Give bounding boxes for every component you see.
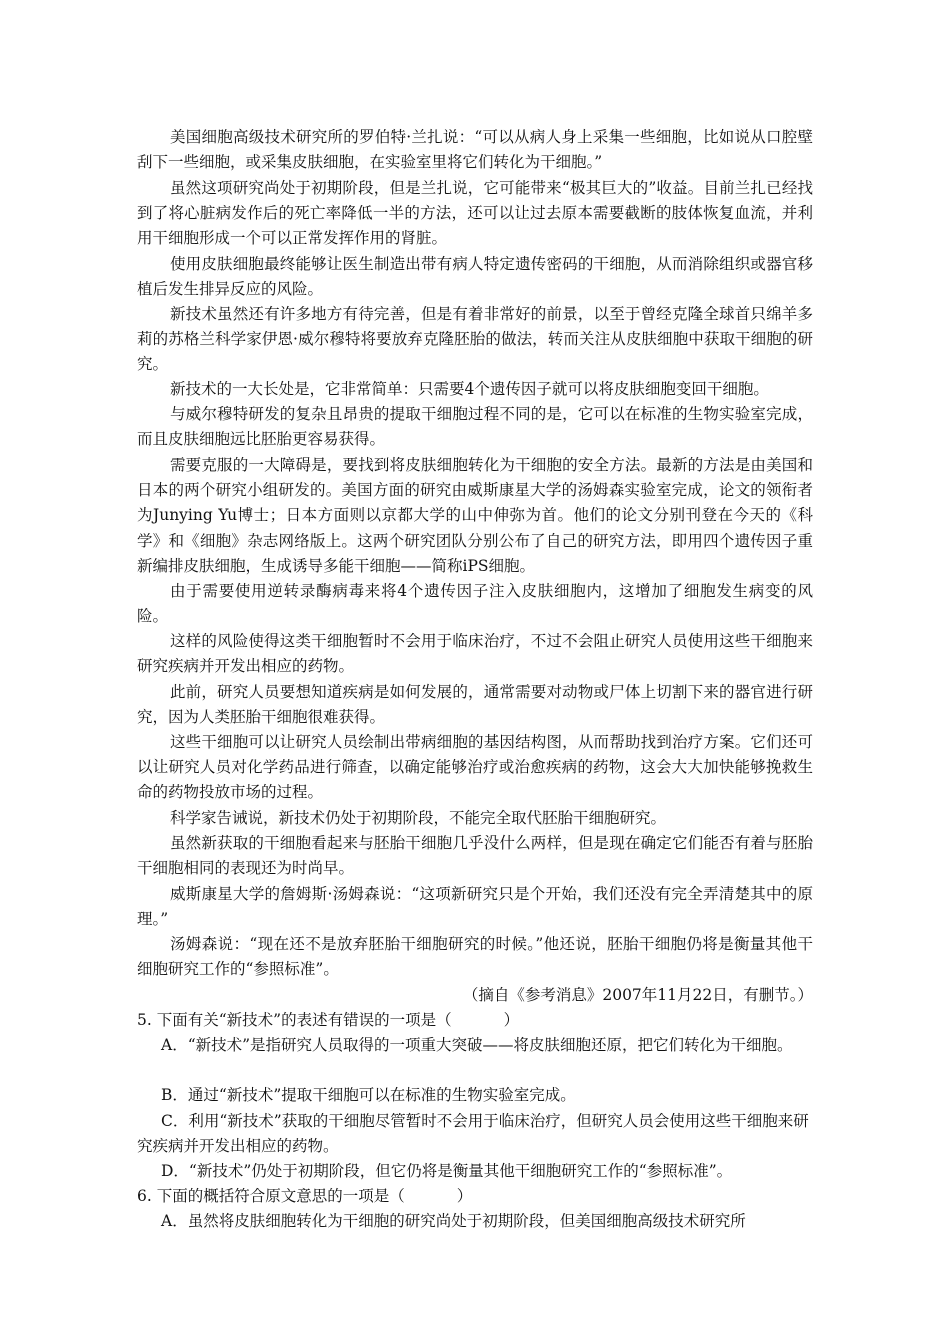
article-paragraph: 威斯康星大学的詹姆斯·汤姆森说：“这项新研究只是个开始，我们还没有完全弄清楚其中的原理。” xyxy=(137,885,813,929)
article-paragraph: 新技术的一大长处是，它非常简单：只需要4个遗传因子就可以将皮肤细胞变回干细胞。 xyxy=(170,380,769,398)
question-6-option-a: A．虽然将皮肤细胞转化为干细胞的研究尚处于初期阶段，但美国细胞高级技术研究所 xyxy=(161,1212,746,1230)
article-paragraph: 这样的风险使得这类干细胞暂时不会用于临床治疗，不过不会阻止研究人员使用这些干细胞来研究疾病并开发出相应的药物。 xyxy=(137,632,813,676)
question-5-option-c: C．利用“新技术”获取的干细胞尽管暂时不会用于临床治疗，但研究人员会使用这些干细胞来研究疾病并开发出相应的药物。 xyxy=(137,1112,809,1156)
question-5-close: ） xyxy=(503,1011,520,1029)
question-6-close: ） xyxy=(456,1187,473,1205)
article-paragraph: 使用皮肤细胞最终能够让医生制造出带有病人特定遗传密码的干细胞，从而消除组织或器官移植后发生排异反应的风险。 xyxy=(137,255,813,299)
article-paragraph: 由于需要使用逆转录酶病毒来将4个遗传因子注入皮肤细胞内，这增加了细胞发生病变的风险。 xyxy=(137,582,813,626)
question-6-stem xyxy=(137,1184,813,1209)
article-paragraph: 美国细胞高级技术研究所的罗伯特·兰扎说：“可以从病人身上采集一些细胞，比如说从口腔壁刮下一些细胞，或采集皮肤细胞，在实验室里将它们转化为干细胞。” xyxy=(137,128,813,172)
article-paragraph: 汤姆森说：“现在还不是放弃胚胎干细胞研究的时候。”他还说，胚胎干细胞仍将是衡量其他干细胞研究工作的“参照标准”。 xyxy=(137,935,813,979)
article-paragraph: 虽然新获取的干细胞看起来与胚胎干细胞几乎没什么两样，但是现在确定它们能否有着与胚胎干细胞相同的表现还为时尚早。 xyxy=(137,834,813,878)
article-paragraph: 虽然这项研究尚处于初期阶段，但是兰扎说，它可能带来“极其巨大的”收益。目前兰扎已经找到了将心脏病发作后的死亡率降低一半的方法，还可以让过去原本需要截断的肢体恢复血流，并利用干细胞形成一个可以正常发挥作用的肾脏。 xyxy=(137,179,813,248)
question-5-option-d: D．“新技术”仍处于初期阶段，但它仍将是衡量其他干细胞研究工作的“参照标准”。 xyxy=(161,1162,733,1180)
question-5-stem xyxy=(137,1008,813,1033)
article-paragraph: 需要克服的一大障碍是，要找到将皮肤细胞转化为干细胞的安全方法。最新的方法是由美国和日本的两个研究小组研发的。美国方面的研究由威斯康星大学的汤姆森实验室完成，论文的领衔者为Junying Yu博士；日本方面则以京都大学的山中伸弥为首。他们的论文分别刊登在今天的《科学》和《细胞》杂志网络版上。这两个研究团队分别公布了自己的研究方法，即用四个遗传因子重新编排皮肤细胞，生成诱导多能干细胞——简称iPS细胞。 xyxy=(137,456,813,575)
article-paragraph: 此前，研究人员要想知道疾病是如何发展的，通常需要对动物或尸体上切割下来的器官进行研究，因为人类胚胎干细胞很难获得。 xyxy=(137,683,813,727)
question-5-option-a: A．“新技术”是指研究人员取得的一项重大突破——将皮肤细胞还原，把它们转化为干细胞。 xyxy=(161,1036,793,1054)
question-5-option-b: B．通过“新技术”提取干细胞可以在标准的生物实验室完成。 xyxy=(161,1086,576,1104)
article-paragraph: 这些干细胞可以让研究人员绘制出带病细胞的基因结构图，从而帮助找到治疗方案。它们还可以让研究人员对化学药品进行筛查，以确定能够治疗或治愈疾病的药物，这会大大加快能够挽救生命的药物投放市场的过程。 xyxy=(137,733,813,802)
article-paragraph: 新技术虽然还有许多地方有待完善，但是有着非常好的前景，以至于曾经克隆全球首只绵羊多莉的苏格兰科学家伊恩·威尔穆特将要放弃克隆胚胎的做法，转而关注从皮肤细胞中获取干细胞的研究。 xyxy=(137,305,813,374)
article-paragraph: 科学家告诫说，新技术仍处于初期阶段，不能完全取代胚胎干细胞研究。 xyxy=(170,809,667,827)
question-6-text: 6. 下面的概括符合原文意思的一项是（ xyxy=(137,1187,405,1205)
question-5-text: 5. 下面有关“新技术”的表述有错误的一项是（ xyxy=(137,1011,452,1029)
source-citation: （摘自《参考消息》2007年11月22日，有删节。） xyxy=(462,986,813,1004)
article-paragraph: 与威尔穆特研发的复杂且昂贵的提取干细胞过程不同的是，它可以在标准的生物实验室完成，而且皮肤细胞远比胚胎更容易获得。 xyxy=(137,405,813,449)
